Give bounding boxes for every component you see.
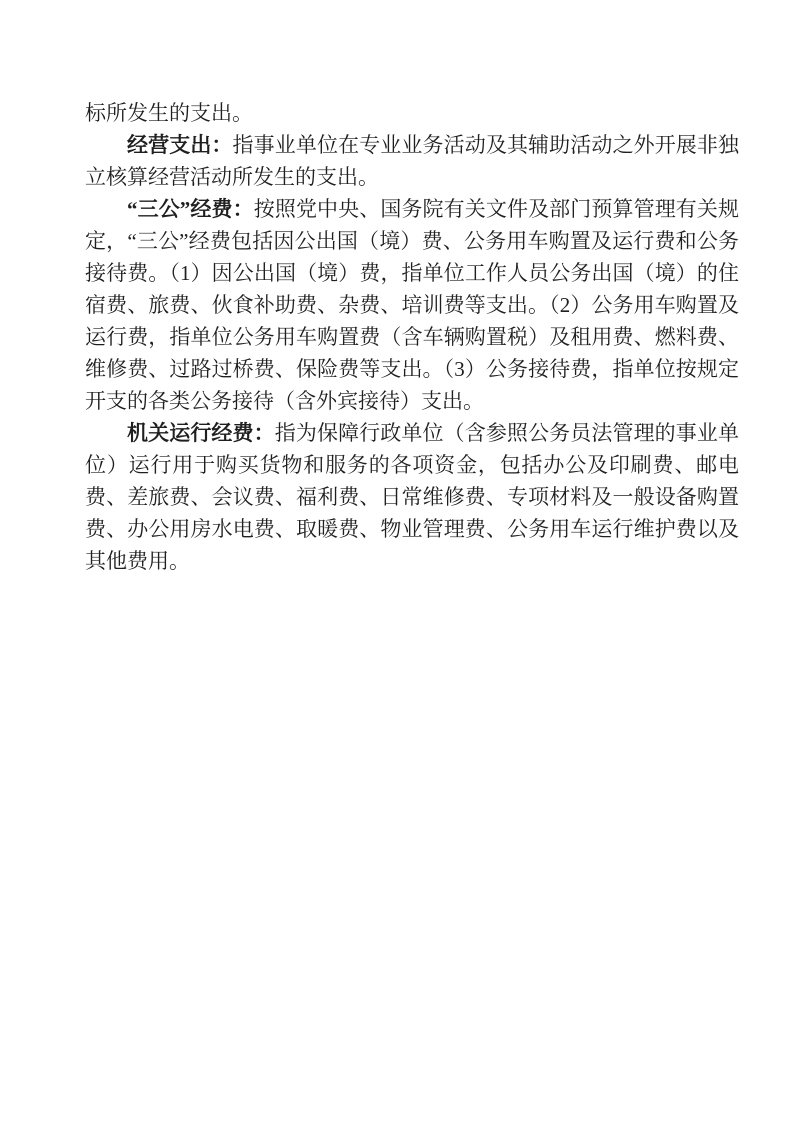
paragraph-continuation: [85, 97, 739, 129]
paragraph-operating-expense: [85, 129, 739, 193]
paragraph-text: 标所发生的支出。: [85, 101, 253, 125]
paragraph-agency-operating-funds: [85, 417, 739, 577]
term-label: 经营支出：: [127, 133, 233, 157]
term-label: 机关运行经费：: [127, 421, 275, 445]
paragraph-text: 指为保障行政单位（含参照公务员法管理的事业单位）运行用于购买货物和服务的各项资金，包括办公及印刷费、邮电费、差旅费、会议费、福利费、日常维修费、专项材料及一般设备购置费、办公用房水电费、取暖费、物业管理费、公务用车运行维护费以及其他费用。: [85, 421, 739, 573]
paragraph-text: 指事业单位在专业业务活动及其辅助活动之外开展非独立核算经营活动所发生的支出。: [85, 133, 740, 189]
paragraph-three-public-funds: [85, 193, 739, 417]
term-label: “三公”经费：: [127, 197, 254, 221]
text-block: [85, 97, 739, 577]
paragraph-text: 按照党中央、国务院有关文件及部门预算管理有关规定，“三公”经费包括因公出国（境）费、公务用车购置及运行费和公务接待费。（1）因公出国（境）费，指单位工作人员公务出国（境）的住宿费、旅费、伙食补助费、杂费、培训费等支出。（2）公务用车购置及运行费，指单位公务用车购置费（含车辆购置税）及租用费、燃料费、维修费、过路过桥费、保险费等支出。（3）公务接待费，指单位按规定开支的各类公务接待（含外宾接待）支出。: [85, 197, 740, 413]
